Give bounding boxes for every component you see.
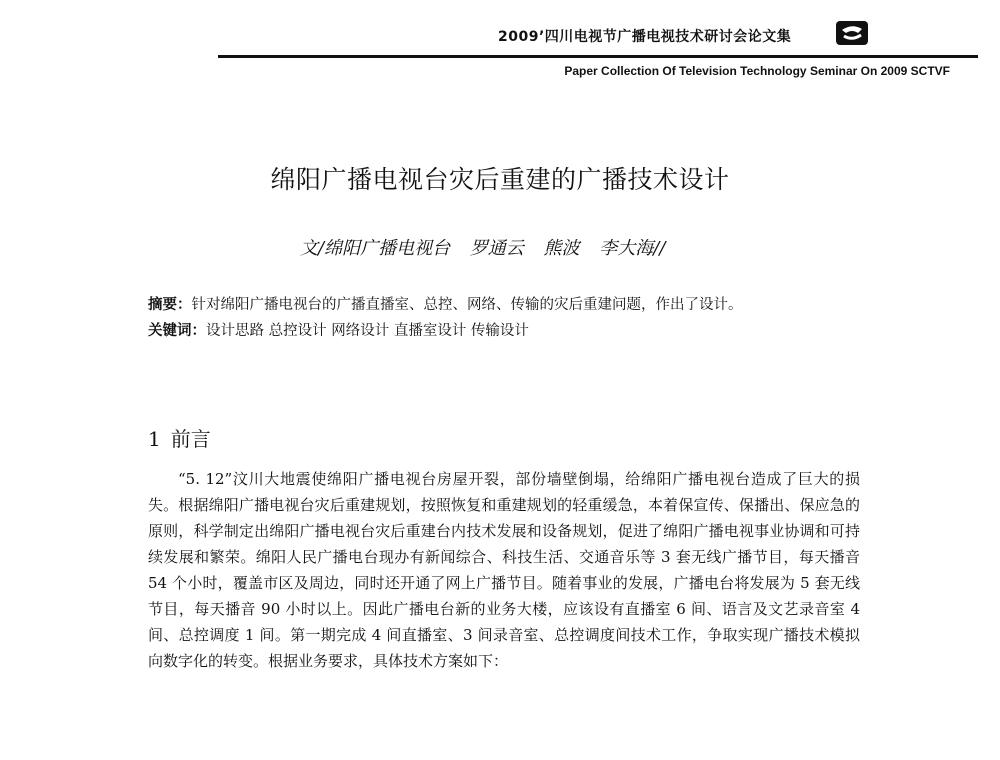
section-heading xyxy=(148,423,221,452)
byline-prefix: 文/绵阳广播电视台 xyxy=(300,238,451,259)
keywords-text: 设计思路 总控设计 网络设计 直播室设计 传输设计 xyxy=(206,323,529,339)
author-name: 熊波 xyxy=(543,238,580,259)
keywords-label: 关键词： xyxy=(148,322,206,339)
section-number: 1 xyxy=(148,427,161,451)
collection-title-cn: 2009’四川电视节广播电视技术研讨会论文集 xyxy=(498,29,792,45)
keywords-line xyxy=(148,318,868,344)
abstract-line xyxy=(148,292,868,318)
author-name: 罗通云 xyxy=(469,238,524,259)
abstract-block xyxy=(148,292,868,344)
author-name: 李大海// xyxy=(599,238,666,259)
abstract-text: 针对绵阳广播电视台的广播直播室、总控、网络、传输的灾后重建问题，作出了设计。 xyxy=(191,297,743,313)
conference-logo-icon xyxy=(836,21,868,45)
collection-title-en: Paper Collection Of Television Technology Seminar On 2009 SCTVF xyxy=(564,64,950,78)
section-title: 前言 xyxy=(170,427,211,451)
abstract-label: 摘要： xyxy=(148,296,192,313)
byline xyxy=(300,234,800,260)
paper-title: 绵阳广播电视台灾后重建的广播技术设计 xyxy=(270,165,730,194)
header-rule xyxy=(218,55,978,58)
intro-paragraph: “5. 12”汶川大地震使绵阳广播电视台房屋开裂，部份墙壁倒塌，给绵阳广播电视台造成了巨大的损失。根据绵阳广播电视台灾后重建规划，按照恢复和重建规划的轻重缓急，本着保宣传、保播出、保应急的原则，科学制定出绵阳广播电视台灾后重建台内技术发展和设备规划，促进了绵阳广播电视事业协调和可持续发展和繁荣。绵阳人民广播电台现办有新闻综合、科技生活、交通音乐等 3 套无线广播节目，每天播音 54 个小时，覆盖市区及周边，同时还开通了网上广播节目。随着事业的发展，广播电台将发展为 5 套无线节目，每天播音 90 小时以上。因此广播电台新的业务大楼，应该设有直播室 6 间、语言及文艺录音室 4 间、总控调度 1 间。第一期完成 4 间直播室、3 间录音室、总控调度间技术工作，争取实现广播技术模拟向数字化的转变。根据业务要求，具体技术方案如下： xyxy=(148,470,860,670)
